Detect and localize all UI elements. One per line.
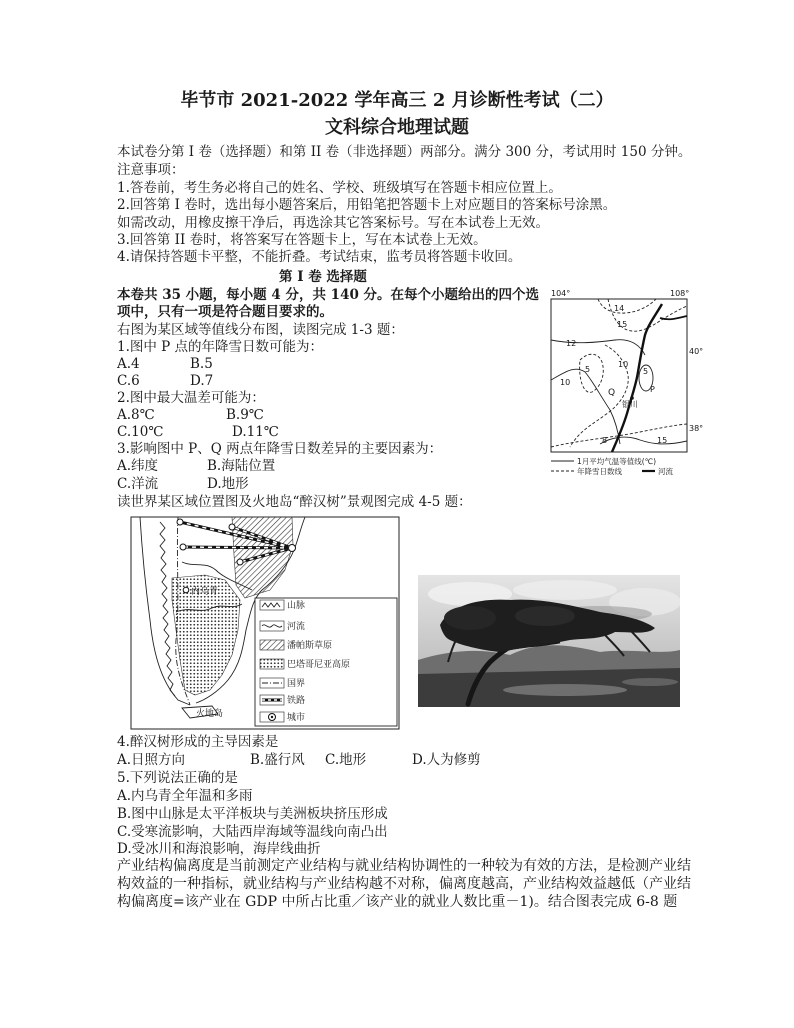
isoline-label: 10 <box>618 360 629 369</box>
passage-line: 产业结构偏离度是当前测定产业结构与就业结构协调性的一种较为有效的方法，是检测产业结 <box>117 858 691 874</box>
contour-map <box>540 285 705 480</box>
legend-river-label: 河流 <box>658 467 673 476</box>
isoline-label: 12 <box>566 339 577 348</box>
question-3-option-c: C.洋流 <box>117 476 159 492</box>
photo-ground-patch <box>503 684 627 696</box>
legend-pampas-label: 潘帕斯草原 <box>287 641 333 651</box>
notes-heading: 注意事项： <box>117 162 185 178</box>
question-4-option-b: B.盛行风 <box>250 752 305 768</box>
isoline-label: 15 <box>617 320 628 329</box>
part1-instruction: 项中，只有一项是符合题目要求的。 <box>117 304 333 320</box>
question-5-stem: 5.下列说法正确的是 <box>117 770 238 786</box>
question-1-option-d: D.7 <box>190 373 214 389</box>
question-2-option-b: B.9℃ <box>226 407 264 423</box>
city-marker-neuquen <box>183 587 189 593</box>
legend-snow-day-label: 年降雪日数线 <box>577 467 622 476</box>
place-label-neuquen: 内乌青 <box>191 587 219 597</box>
tree-foliage <box>444 606 496 630</box>
place-label-tierra-del-fuego: 火地岛 <box>196 709 224 719</box>
intro-text: 本试卷分第 I 卷（选择题）和第 II 卷（非选择题）两部分。满分 300 分，考试用时 150 分钟。 <box>117 144 692 160</box>
passage-line: 构偏离度=该产业在 GDP 中所占比重／该产业的就业人数比重－1)。结合图表完成 6-8 题 <box>117 894 678 910</box>
question-3-option-b: B.海陆位置 <box>207 458 276 474</box>
legend-city-icon-dot <box>271 716 273 718</box>
question-4-option-d: D.人为修剪 <box>412 752 481 768</box>
question-3-stem: 3.影响图中 P、Q 两点年降雪日数差异的主要因素为： <box>117 441 443 457</box>
question-1-option-a: A.4 <box>117 356 140 372</box>
legend-temperature-label: 1月平均气温等值线(℃) <box>577 457 657 466</box>
question-3-option-a: A.纬度 <box>117 458 159 474</box>
legend-patagonia-icon <box>260 659 284 669</box>
photo-ground-patch <box>622 678 678 686</box>
question-2-option-c: C.10℃ <box>117 424 164 440</box>
question-5-option-a: A.内乌青全年温和多雨 <box>117 788 253 804</box>
part1-heading: 第 I 卷 选择题 <box>279 269 367 285</box>
group-4-5-prompt: 读世界某区域位置图及火地岛“醉汉树”景观图完成 4-5 题： <box>117 494 472 510</box>
isoline-label: 8 <box>602 436 608 445</box>
question-3-option-d: D.地形 <box>207 476 249 492</box>
isoline-label: 15 <box>657 436 668 445</box>
note-line: 4.请保持答题卡平整，不能折叠。考试结束，监考员将答题卡收回。 <box>117 249 522 265</box>
question-2-option-d: D.11℃ <box>232 424 279 440</box>
city-label-yinchuan: 银川 <box>622 400 638 409</box>
note-line: 2.回答第 I 卷时，选出每小题答案后，用铅笔把答题卡上对应题目的答案标号涂黑。 <box>117 197 617 213</box>
question-5-option-c: C.受寒流影响，大陆西岸海域等温线向南凸出 <box>117 824 388 840</box>
note-line: 3.回答第 II 卷时，将答案写在答题卡上，写在本试卷上无效。 <box>117 232 487 248</box>
question-4-stem: 4.醉汉树形成的主导因素是 <box>117 734 279 750</box>
city-marker <box>177 519 183 525</box>
isoline-label: 10 <box>560 378 571 387</box>
legend-railway-label: 铁路 <box>287 696 306 706</box>
city-marker <box>229 524 235 530</box>
question-1-option-b: B.5 <box>190 356 213 372</box>
isoline-label: 14 <box>614 304 625 313</box>
region-location-map <box>125 510 405 735</box>
legend-river-label: 河流 <box>287 622 306 632</box>
legend-patagonia-label: 巴塔哥尼亚高原 <box>287 660 351 670</box>
question-4-option-a: A.日照方向 <box>117 752 186 768</box>
city-marker <box>180 544 186 550</box>
latitude-label: 38° <box>689 424 704 433</box>
question-1-option-c: C.6 <box>117 373 140 389</box>
part1-instruction: 本卷共 35 小题，每小题 4 分，共 140 分。在每个小题给出的四个选 <box>117 287 540 303</box>
question-4-option-c: C.地形 <box>325 752 367 768</box>
exam-subtitle: 文科综合地理试题 <box>325 117 469 138</box>
point-p-label: P <box>650 385 655 394</box>
passage-line: 构效益的一种指标，就业结构与产业结构越不对称，偏离度越高，产业结构效益越低（产业结 <box>117 876 691 892</box>
drunken-tree-photo <box>418 575 680 707</box>
isoline-label: 5 <box>585 365 591 374</box>
group-1-3-prompt: 右图为某区域等值线分布图，读图完成 1-3 题： <box>117 322 404 338</box>
city-marker <box>289 545 296 552</box>
question-5-option-d: D.受冰川和海浪影响，海岸线曲折 <box>117 841 321 857</box>
question-2-option-a: A.8℃ <box>117 407 155 423</box>
latitude-label: 40° <box>689 347 704 356</box>
exam-title: 毕节市 2021-2022 学年高三 2 月诊断性考试（二） <box>180 90 614 111</box>
longitude-label: 108° <box>670 289 690 298</box>
question-5-option-b: B.图中山脉是太平洋板块与美洲板块挤压形成 <box>117 806 388 822</box>
note-line: 如需改动，用橡皮擦干净后，再选涂其它答案标号。写在本试卷上无效。 <box>117 215 549 231</box>
point-q-label: Q <box>608 388 616 398</box>
isoline-label: 5 <box>643 367 649 376</box>
legend-border-label: 国界 <box>287 679 306 689</box>
tree-foliage <box>515 606 575 626</box>
longitude-label: 104° <box>551 289 571 298</box>
question-2-stem: 2.图中最大温差可能为： <box>117 390 265 406</box>
note-line: 1.答卷前，考生务必将自己的姓名、学校、班级填写在答题卡相应位置上。 <box>117 180 562 196</box>
city-marker <box>237 559 243 565</box>
photo-cloud <box>513 580 617 600</box>
legend-city-label: 城市 <box>287 713 306 723</box>
legend-mountain-label: 山脉 <box>287 601 306 611</box>
legend-pampas-icon <box>260 640 284 650</box>
question-1-stem: 1.图中 P 点的年降雪日数可能为： <box>117 339 324 355</box>
